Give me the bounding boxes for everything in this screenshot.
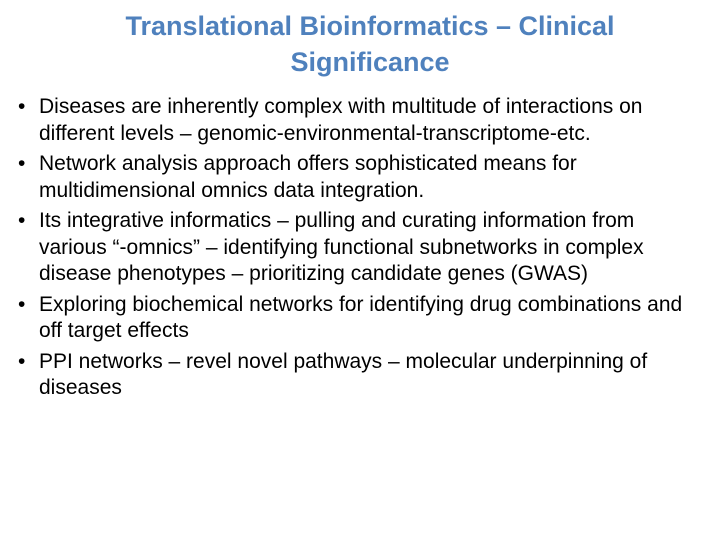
slide-title: Translational Bioinformatics – Clinical Significance [125, 11, 615, 77]
bullet-item-network-analysis [18, 151, 698, 204]
bullet-point-icon: • [18, 95, 26, 118]
bullet-point-icon: • [18, 292, 26, 316]
bullet-point-icon: • [18, 349, 26, 373]
bullet-text: Diseases are inherently complex with multitude of interactions on different levels – genomic-environmental-transcriptome-etc. [39, 95, 643, 145]
bullet-point-icon: • [18, 209, 26, 232]
bullet-text: Its integrative informatics – pulling and curating information from various “-omnics” – identifying functional subnetworks in complex disease phenotypes – prioritizing candidate genes (GWAS) [39, 209, 644, 285]
bullet-point-icon: • [18, 152, 26, 175]
bullet-text: Network analysis approach offers sophisticated means for multidimensional omnics data integration. [39, 152, 577, 202]
bullet-text: Exploring biochemical networks for identifying drug combinations and off target effects [39, 292, 683, 342]
bullet-item-ppi-networks [18, 349, 698, 402]
bullet-list [18, 94, 698, 406]
bullet-item-biochemical-networks [18, 292, 698, 345]
bullet-item-diseases-complexity [18, 94, 698, 147]
bullet-item-integrative-informatics [18, 208, 698, 288]
bullet-text: PPI networks – revel novel pathways – molecular underpinning of diseases [39, 349, 648, 399]
